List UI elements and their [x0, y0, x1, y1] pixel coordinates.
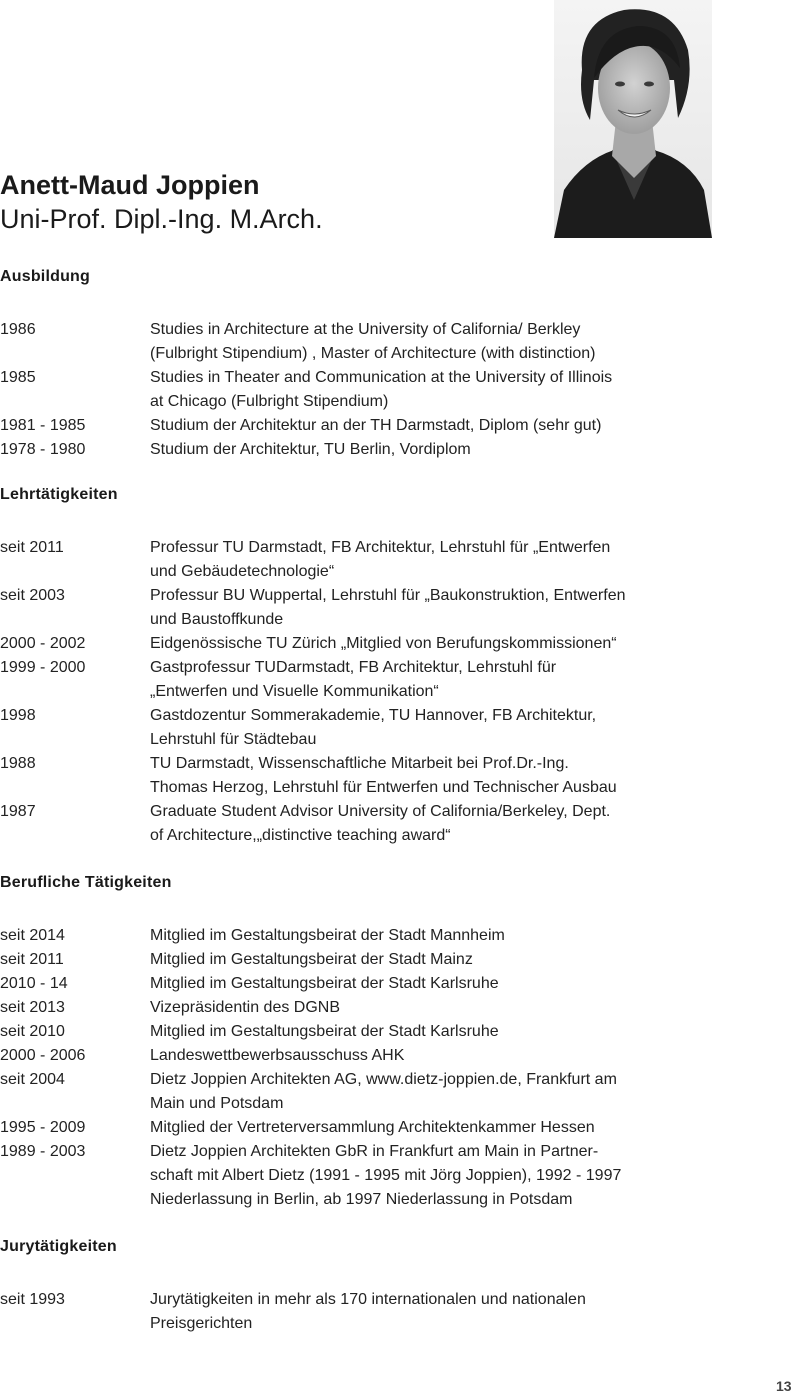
entry-line: Gastdozentur Sommerakademie, TU Hannover, FB Architektur,: [150, 707, 597, 724]
entry-line: Main und Potsdam: [150, 1095, 284, 1112]
entry-text: [150, 704, 710, 752]
entry-text: [150, 800, 710, 848]
entry-line: Dietz Joppien Architekten AG, www.dietz-joppien.de, Frankfurt am: [150, 1071, 617, 1088]
list-item: [0, 1116, 720, 1140]
entry-year: 1988: [0, 755, 36, 772]
entry-text: [150, 438, 710, 462]
entry-line: Gastprofessur TUDarmstadt, FB Architektur, Lehrstuhl für: [150, 659, 557, 676]
entry-line: Thomas Herzog, Lehrstuhl für Entwerfen und Technischer Ausbau: [150, 779, 617, 796]
entry-year: 1989 - 2003: [0, 1143, 86, 1160]
entry-line: Professur BU Wuppertal, Lehrstuhl für „Baukonstruktion, Entwerfen: [150, 587, 626, 604]
entry-line: Mitglied im Gestaltungsbeirat der Stadt Mainz: [150, 951, 473, 968]
section-heading: Jurytätigkeiten: [0, 1238, 117, 1255]
entry-text: [150, 1288, 710, 1336]
entry-list: [0, 318, 720, 462]
entry-list: [0, 536, 720, 848]
list-item: [0, 656, 720, 704]
entry-year: 1995 - 2009: [0, 1119, 86, 1136]
entry-year: 1985: [0, 369, 36, 386]
entry-line: und Gebäudetechnologie“: [150, 563, 335, 580]
entry-line: (Fulbright Stipendium) , Master of Architecture (with distinction): [150, 345, 596, 362]
entry-line: Jurytätigkeiten in mehr als 170 internationalen und nationalen: [150, 1291, 586, 1308]
entry-line: Niederlassung in Berlin, ab 1997 Niederlassung in Potsdam: [150, 1191, 573, 1208]
entry-line: Landeswettbewerbsausschuss AHK: [150, 1047, 405, 1064]
entry-year: seit 2011: [0, 539, 64, 556]
entry-text: [150, 536, 710, 584]
section-heading: Ausbildung: [0, 268, 90, 285]
entry-year: seit 2011: [0, 951, 64, 968]
entry-year: seit 2010: [0, 1023, 65, 1040]
list-item: [0, 1068, 720, 1116]
person-title: Uni-Prof. Dipl.-Ing. M.Arch.: [0, 204, 323, 234]
entry-line: Studies in Theater and Communication at the University of Illinois: [150, 369, 613, 386]
list-item: [0, 1288, 720, 1336]
entry-text: [150, 1068, 710, 1116]
entry-year: seit 2004: [0, 1071, 65, 1088]
list-item: [0, 948, 720, 972]
list-item: [0, 366, 720, 414]
entry-line: TU Darmstadt, Wissenschaftliche Mitarbeit bei Prof.Dr.-Ing.: [150, 755, 569, 772]
entry-line: at Chicago (Fulbright Stipendium): [150, 393, 389, 410]
entry-text: [150, 996, 710, 1020]
entry-year: 1981 - 1985: [0, 417, 86, 434]
list-item: [0, 924, 720, 948]
section-heading: Berufliche Tätigkeiten: [0, 874, 172, 891]
entry-year: 1999 - 2000: [0, 659, 86, 676]
entry-text: [150, 1140, 710, 1212]
entry-year: 1986: [0, 321, 36, 338]
list-item: [0, 1140, 720, 1212]
entry-text: [150, 632, 710, 656]
entry-text: [150, 1044, 710, 1068]
entry-year: 2010 - 14: [0, 975, 68, 992]
entry-line: Studium der Architektur, TU Berlin, Vordiplom: [150, 441, 471, 458]
list-item: [0, 584, 720, 632]
person-name: Anett-Maud Joppien: [0, 170, 260, 200]
section-berufliche-taetigkeiten: [0, 872, 720, 1212]
entry-line: Studies in Architecture at the University of California/ Berkley: [150, 321, 581, 338]
entry-line: Studium der Architektur an der TH Darmstadt, Diplom (sehr gut): [150, 417, 602, 434]
entry-line: Mitglied im Gestaltungsbeirat der Stadt Karlsruhe: [150, 1023, 499, 1040]
entry-text: [150, 366, 710, 414]
entry-line: Lehrstuhl für Städtebau: [150, 731, 317, 748]
entry-year: 2000 - 2006: [0, 1047, 86, 1064]
section-lehrtaetigkeiten: [0, 484, 720, 848]
list-item: [0, 632, 720, 656]
list-item: [0, 972, 720, 996]
entry-text: [150, 1116, 710, 1140]
list-item: [0, 800, 720, 848]
entry-year: 1978 - 1980: [0, 441, 86, 458]
page-number: 13: [776, 1378, 792, 1394]
entry-line: „Entwerfen und Visuelle Kommunikation“: [150, 683, 439, 700]
list-item: [0, 1044, 720, 1068]
entry-text: [150, 584, 710, 632]
entry-line: und Baustoffkunde: [150, 611, 284, 628]
entry-line: Professur TU Darmstadt, FB Architektur, Lehrstuhl für „Entwerfen: [150, 539, 611, 556]
entry-year: 1987: [0, 803, 36, 820]
entry-line: Eidgenössische TU Zürich „Mitglied von Berufungskommissionen“: [150, 635, 617, 652]
entry-year: seit 2013: [0, 999, 65, 1016]
list-item: [0, 414, 720, 438]
entry-line: Vizepräsidentin des DGNB: [150, 999, 341, 1016]
entry-line: schaft mit Albert Dietz (1991 - 1995 mit Jörg Joppien), 1992 - 1997: [150, 1167, 622, 1184]
entry-line: Mitglied im Gestaltungsbeirat der Stadt Mannheim: [150, 927, 505, 944]
entry-list: [0, 924, 720, 1212]
section-jurytaetigkeiten: [0, 1236, 720, 1336]
entry-text: [150, 318, 710, 366]
entry-line: of Architecture,„distinctive teaching award“: [150, 827, 451, 844]
entry-line: Dietz Joppien Architekten GbR in Frankfurt am Main in Partner-: [150, 1143, 599, 1160]
entry-year: seit 2003: [0, 587, 65, 604]
entry-line: Mitglied der Vertreterversammlung Architektenkammer Hessen: [150, 1119, 595, 1136]
entry-text: [150, 414, 710, 438]
entry-year: 1998: [0, 707, 36, 724]
list-item: [0, 704, 720, 752]
list-item: [0, 1020, 720, 1044]
entry-text: [150, 924, 710, 948]
portrait-photo: [554, 0, 712, 238]
entry-list: [0, 1288, 720, 1336]
list-item: [0, 996, 720, 1020]
list-item: [0, 438, 720, 462]
entry-text: [150, 656, 710, 704]
section-ausbildung: [0, 266, 720, 462]
section-heading: Lehrtätigkeiten: [0, 486, 118, 503]
entry-text: [150, 948, 710, 972]
entry-year: 2000 - 2002: [0, 635, 86, 652]
entry-text: [150, 1020, 710, 1044]
list-item: [0, 752, 720, 800]
entry-line: Preisgerichten: [150, 1315, 253, 1332]
entry-text: [150, 752, 710, 800]
entry-line: Graduate Student Advisor University of California/Berkeley, Dept.: [150, 803, 611, 820]
list-item: [0, 536, 720, 584]
entry-year: seit 2014: [0, 927, 65, 944]
entry-year: seit 1993: [0, 1291, 65, 1308]
entry-line: Mitglied im Gestaltungsbeirat der Stadt Karlsruhe: [150, 975, 499, 992]
list-item: [0, 318, 720, 366]
entry-text: [150, 972, 710, 996]
